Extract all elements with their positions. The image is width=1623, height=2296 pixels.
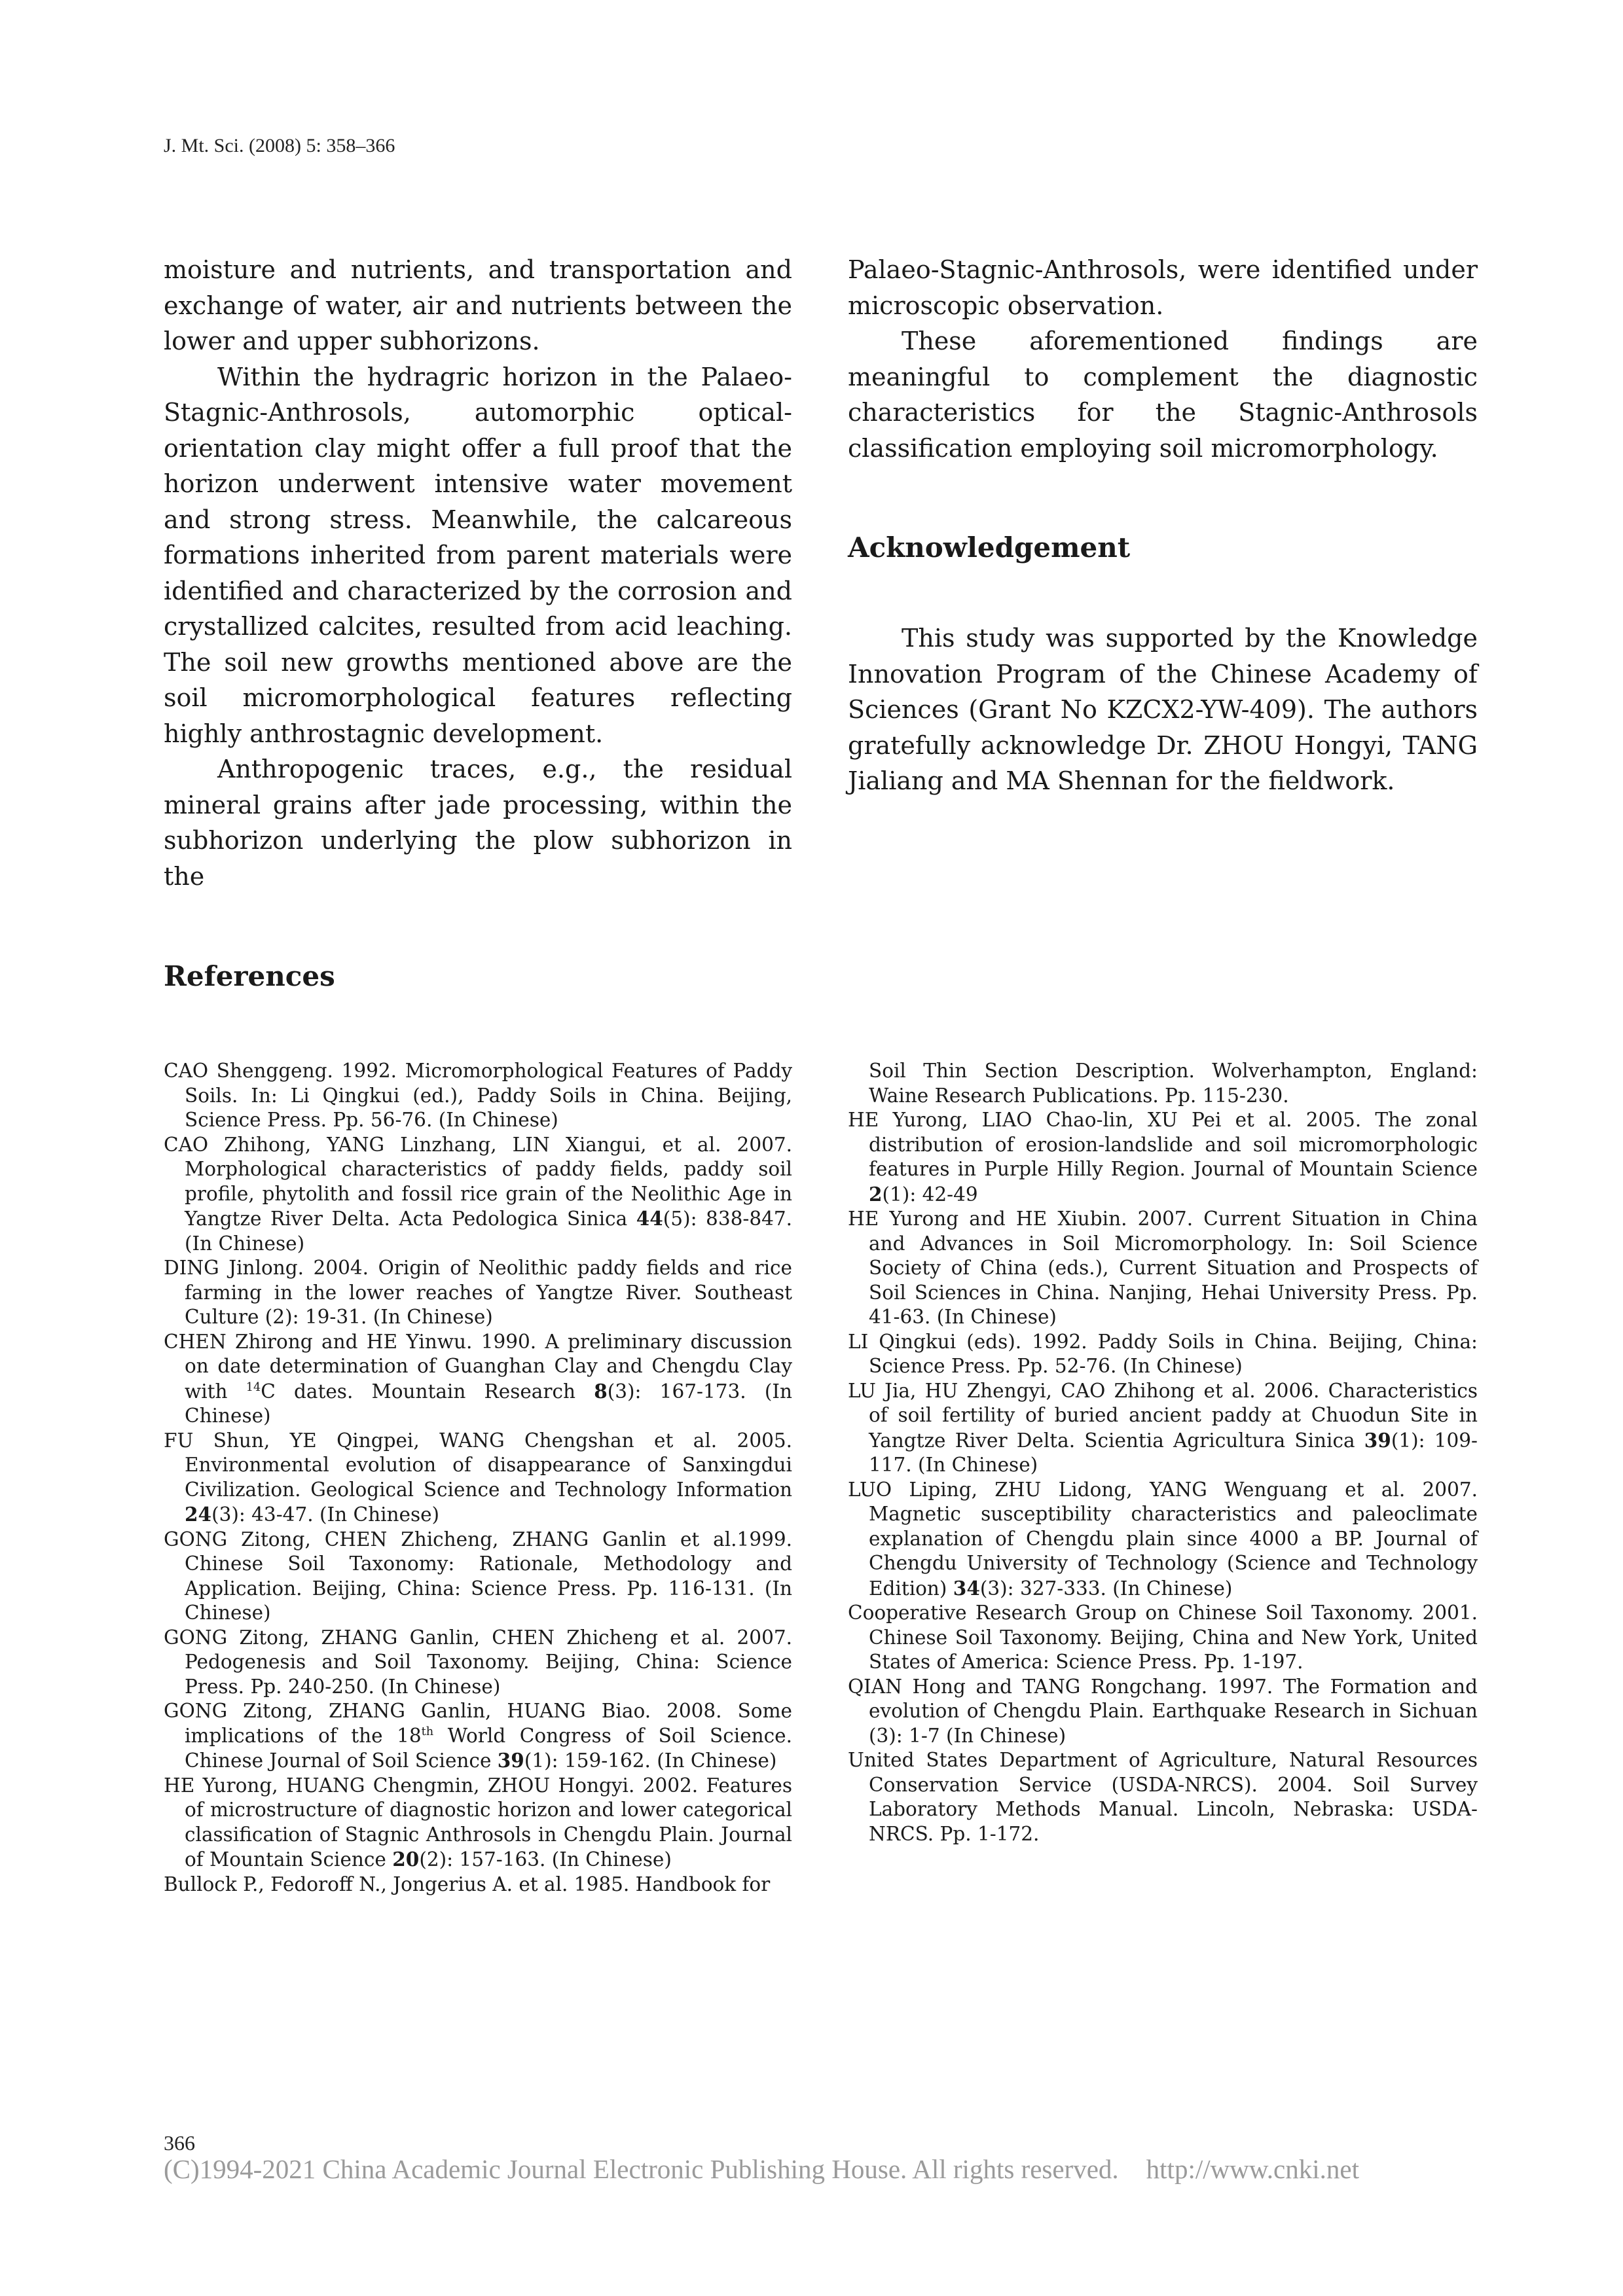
reference-entry: CHEN Zhirong and HE Yinwu. 1990. A preliminary discussion on date determination of Guanghan Clay and Chengdu Clay with $^{14}$C dates. Mountain Research 8(3): 167-173. (In Chinese): [164, 1330, 792, 1427]
body-paragraph: Anthropogenic traces, e.g., the residual mineral grains after jade processing, within the subhorizon underlying the plow subhorizon in the: [164, 755, 792, 891]
copyright-text: (C)1994-2021 China Academic Journal Electronic Publishing House. All rights reserved.: [164, 2154, 1119, 2184]
reference-entry: HE Yurong and HE Xiubin. 2007. Current Situation in China and Advances in Soil Micromorphology. In: Soil Science Society of China (eds.), Current Situation and Prospects of Soil Sciences in China. Nanjing, Hehai University Press. Pp. 41-63. (In Chinese): [848, 1208, 1478, 1328]
reference-entry: DING Jinlong. 2004. Origin of Neolithic paddy fields and rice farming in the lower reaches of Yangtze River. Southeast Culture (2): 19-31. (In Chinese): [164, 1257, 792, 1328]
reference-entry: Soil Thin Section Description. Wolverhampton, England: Waine Research Publications. Pp. 115-230.: [869, 1060, 1478, 1107]
body-paragraph: Palaeo-Stagnic-Anthrosols, were identified under microscopic observation.: [848, 255, 1478, 320]
reference-entry: HE Yurong, LIAO Chao-lin, XU Pei et al. 2005. The zonal distribution of erosion-landslide and soil micromorphologic features in Purple Hilly Region. Journal of Mountain Science 2(1): 42-49: [848, 1109, 1478, 1206]
body-column-right: [848, 252, 1478, 466]
references-column-right: [848, 1059, 1478, 1846]
journal-header: J. Mt. Sci. (2008) 5: 358–366: [164, 135, 395, 156]
body-column-left: [164, 252, 792, 894]
reference-entry: QIAN Hong and TANG Rongchang. 1997. The Formation and evolution of Chengdu Plain. Earthquake Research in Sichuan (3): 1-7 (In Chinese): [848, 1675, 1478, 1747]
reference-entry: LI Qingkui (eds). 1992. Paddy Soils in China. Beijing, China: Science Press. Pp. 52-76. (In Chinese): [848, 1330, 1478, 1377]
reference-entry: Bullock P., Fedoroff N., Jongerius A. et al. 1985. Handbook for: [164, 1873, 771, 1895]
reference-entry: GONG Zitong, CHEN Zhicheng, ZHANG Ganlin et al.1999. Chinese Soil Taxonomy: Rationale, Methodology and Application. Beijing, China: Science Press. Pp. 116-131. (In Chinese): [164, 1528, 792, 1624]
reference-entry: LU Jia, HU Zhengyi, CAO Zhihong et al. 2006. Characteristics of soil fertility of buried ancient paddy at Chuodun Site in Yangtze River Delta. Scientia Agricultura Sinica 39(1): 109-117. (In Chinese): [848, 1379, 1478, 1476]
acknowledgement-heading: Acknowledgement: [848, 531, 1131, 564]
body-paragraph: These aforementioned findings are meaningful to complement the diagnostic characteristics for the Stagnic-Anthrosols classification employing soil micromorphology.: [848, 327, 1478, 463]
reference-entry: CAO Zhihong, YANG Linzhang, LIN Xiangui, et al. 2007. Morphological characteristics of paddy fields, paddy soil profile, phytolith and fossil rice grain of the Neolithic Age in Yangtze River Delta. Acta Pedologica Sinica 44(5): 838-847. (In Chinese): [164, 1133, 793, 1255]
reference-entry: GONG Zitong, ZHANG Ganlin, HUANG Biao. 2008. Some implications of the 18th World Congress of Soil Science. Chinese Journal of Soil Science 39(1): 159-162. (In Chinese): [164, 1700, 793, 1772]
footer-url: http://www.cnki.net: [1146, 2154, 1359, 2184]
copyright-footer: [164, 2153, 1480, 2185]
references-heading: References: [164, 960, 335, 992]
references-column-left: [164, 1059, 792, 1897]
body-paragraph: moisture and nutrients, and transportation and exchange of water, air and nutrients between the lower and upper subhorizons.: [164, 255, 792, 355]
reference-entry: FU Shun, YE Qingpei, WANG Chengshan et al. 2005. Environmental evolution of disappearance of Sanxingdui Civilization. Geological Science and Technology Information 24(3): 43-47. (In Chinese): [164, 1429, 792, 1526]
reference-entry: LUO Liping, ZHU Lidong, YANG Wenguang et al. 2007. Magnetic susceptibility characteristics and paleoclimate explanation of Chengdu plain since 4000 a BP. Journal of Chengdu University of Technology (Science and Technology Edition) 34(3): 327-333. (In Chinese): [848, 1478, 1478, 1600]
reference-entry: United States Department of Agriculture, Natural Resources Conservation Service (USDA-NRCS). 2004. Soil Survey Laboratory Methods Manual. Lincoln, Nebraska: USDA-NRCS. Pp. 1-172.: [848, 1749, 1478, 1845]
page-number: 366: [164, 2131, 195, 2155]
reference-entry: HE Yurong, HUANG Chengmin, ZHOU Hongyi. 2002. Features of microstructure of diagnostic horizon and lower categorical classification of Stagnic Anthrosols in Chengdu Plain. Journal of Mountain Science 20(2): 157-163. (In Chinese): [164, 1774, 792, 1871]
reference-entry: Cooperative Research Group on Chinese Soil Taxonomy. 2001. Chinese Soil Taxonomy. Beijing, China and New York, United States of America: Science Press. Pp. 1-197.: [848, 1602, 1478, 1673]
acknowledgement-text: [848, 620, 1478, 799]
reference-entry: GONG Zitong, ZHANG Ganlin, CHEN Zhicheng et al. 2007. Pedogenesis and Soil Taxonomy. Beijing, China: Science Press. Pp. 240-250. (In Chinese): [164, 1626, 792, 1698]
acknowledgement-paragraph: This study was supported by the Knowledge Innovation Program of the Chinese Academy of Sciences (Grant No KZCX2-YW-409). The authors gratefully acknowledge Dr. ZHOU Hongyi, TANG Jialiang and MA Shennan for the fieldwork.: [848, 624, 1478, 795]
reference-entry: CAO Shenggeng. 1992. Micromorphological Features of Paddy Soils. In: Li Qingkui (ed.), Paddy Soils in China. Beijing, Science Press. Pp. 56-76. (In Chinese): [164, 1060, 792, 1131]
body-paragraph: Within the hydragric horizon in the Palaeo-Stagnic-Anthrosols, automorphic optical-orientation clay might offer a full proof that the horizon underwent intensive water movement and strong stress. Meanwhile, the calcareous formations inherited from parent materials were identified and characterized by the corrosion and crystallized calcites, resulted from acid leaching. The soil new growths mentioned above are the soil micromorphological features reflecting highly anthrostagnic development.: [164, 362, 792, 748]
